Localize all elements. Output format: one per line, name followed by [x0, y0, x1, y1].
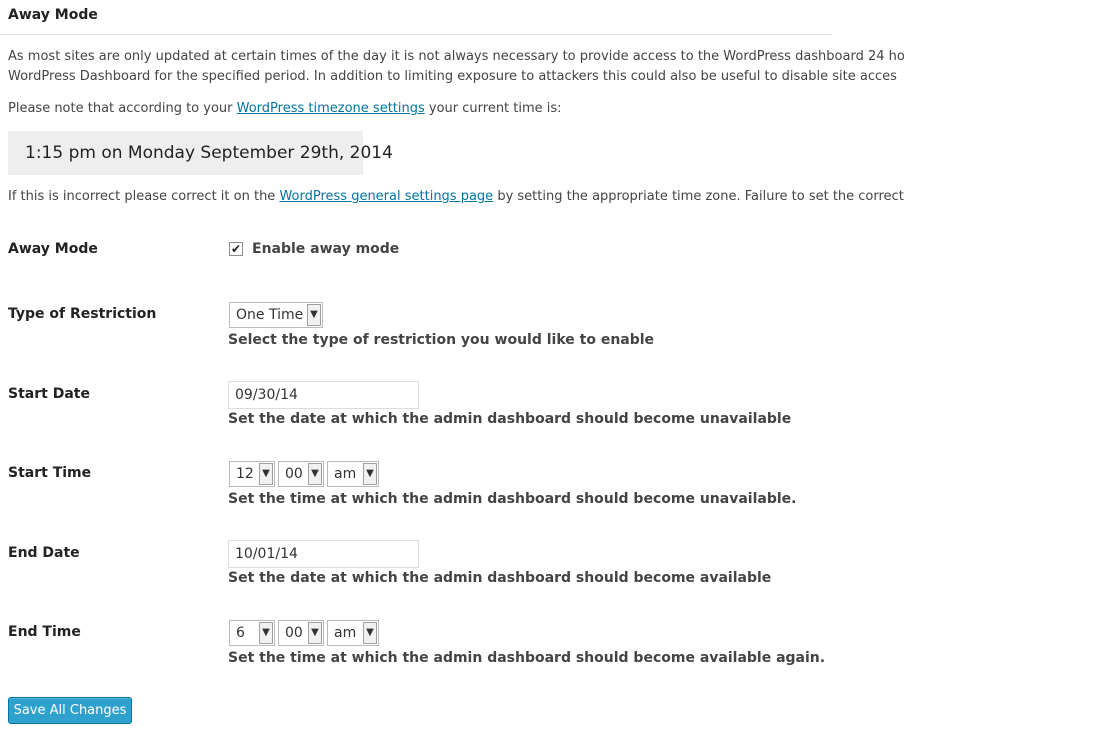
start-date-description: Set the date at which the admin dashboard should become unavailable [228, 411, 792, 427]
end-ampm-select[interactable] [327, 620, 379, 646]
timezone-note-after: your current time is: [424, 101, 562, 116]
end-minute-value: 00 [285, 625, 303, 641]
checkmark-icon: ✔ [230, 242, 242, 256]
chevron-down-icon: ▼ [259, 622, 273, 644]
section-header [0, 0, 832, 35]
chevron-down-icon: ▼ [363, 463, 377, 485]
end-date-label: End Date [8, 545, 80, 561]
end-date-description: Set the date at which the admin dashboard should become available [228, 570, 772, 586]
end-hour-select[interactable] [229, 620, 275, 646]
correct-time-note [8, 189, 904, 204]
chevron-down-icon: ▼ [307, 304, 321, 326]
start-hour-value: 12 [236, 466, 254, 482]
end-hour-value: 6 [236, 625, 245, 641]
restriction-type-select[interactable] [229, 302, 323, 328]
end-ampm-value: am [334, 625, 357, 641]
away-mode-label: Away Mode [8, 241, 98, 257]
current-time-display: 1:15 pm on Monday September 29th, 2014 [8, 131, 363, 175]
start-date-input[interactable]: 09/30/14 [228, 381, 419, 409]
end-time-label: End Time [8, 624, 81, 640]
general-settings-link[interactable]: WordPress general settings page [279, 189, 494, 204]
timezone-note [8, 101, 562, 116]
chevron-down-icon: ▼ [259, 463, 273, 485]
restriction-type-label: Type of Restriction [8, 306, 157, 322]
intro-line-2: WordPress Dashboard for the specified period. In addition to limiting exposure to attackers this could also be useful to disable site acces [8, 69, 897, 84]
intro-line-1: As most sites are only updated at certain times of the day it is not always necessary to provide access to the WordPress dashboard 24 ho [8, 49, 905, 64]
section-title: Away Mode [8, 7, 98, 23]
start-minute-value: 00 [285, 466, 303, 482]
start-minute-select[interactable] [278, 461, 324, 487]
save-all-changes-button[interactable]: Save All Changes [8, 697, 132, 724]
intro-text [8, 47, 1108, 87]
start-ampm-value: am [334, 466, 357, 482]
correct-note-before: If this is incorrect please correct it on the [8, 189, 280, 204]
end-minute-select[interactable] [278, 620, 324, 646]
start-time-label: Start Time [8, 465, 92, 481]
restriction-type-value: One Time [236, 307, 304, 323]
timezone-note-before: Please note that according to your [8, 101, 237, 116]
start-ampm-select[interactable] [327, 461, 379, 487]
chevron-down-icon: ▼ [308, 622, 322, 644]
end-date-input[interactable]: 10/01/14 [228, 540, 419, 568]
restriction-type-description: Select the type of restriction you would like to enable [228, 332, 655, 348]
chevron-down-icon: ▼ [308, 463, 322, 485]
correct-note-after: by setting the appropriate time zone. Failure to set the correct [493, 189, 904, 204]
start-time-description: Set the time at which the admin dashboard should become unavailable. [228, 491, 797, 507]
end-time-description: Set the time at which the admin dashboard should become available again. [228, 650, 826, 666]
start-hour-select[interactable] [229, 461, 275, 487]
start-date-label: Start Date [8, 386, 90, 402]
chevron-down-icon: ▼ [363, 622, 377, 644]
enable-away-mode-checkbox[interactable] [229, 242, 243, 256]
enable-away-mode-label[interactable]: Enable away mode [252, 241, 400, 257]
timezone-settings-link[interactable]: WordPress timezone settings [236, 101, 425, 116]
